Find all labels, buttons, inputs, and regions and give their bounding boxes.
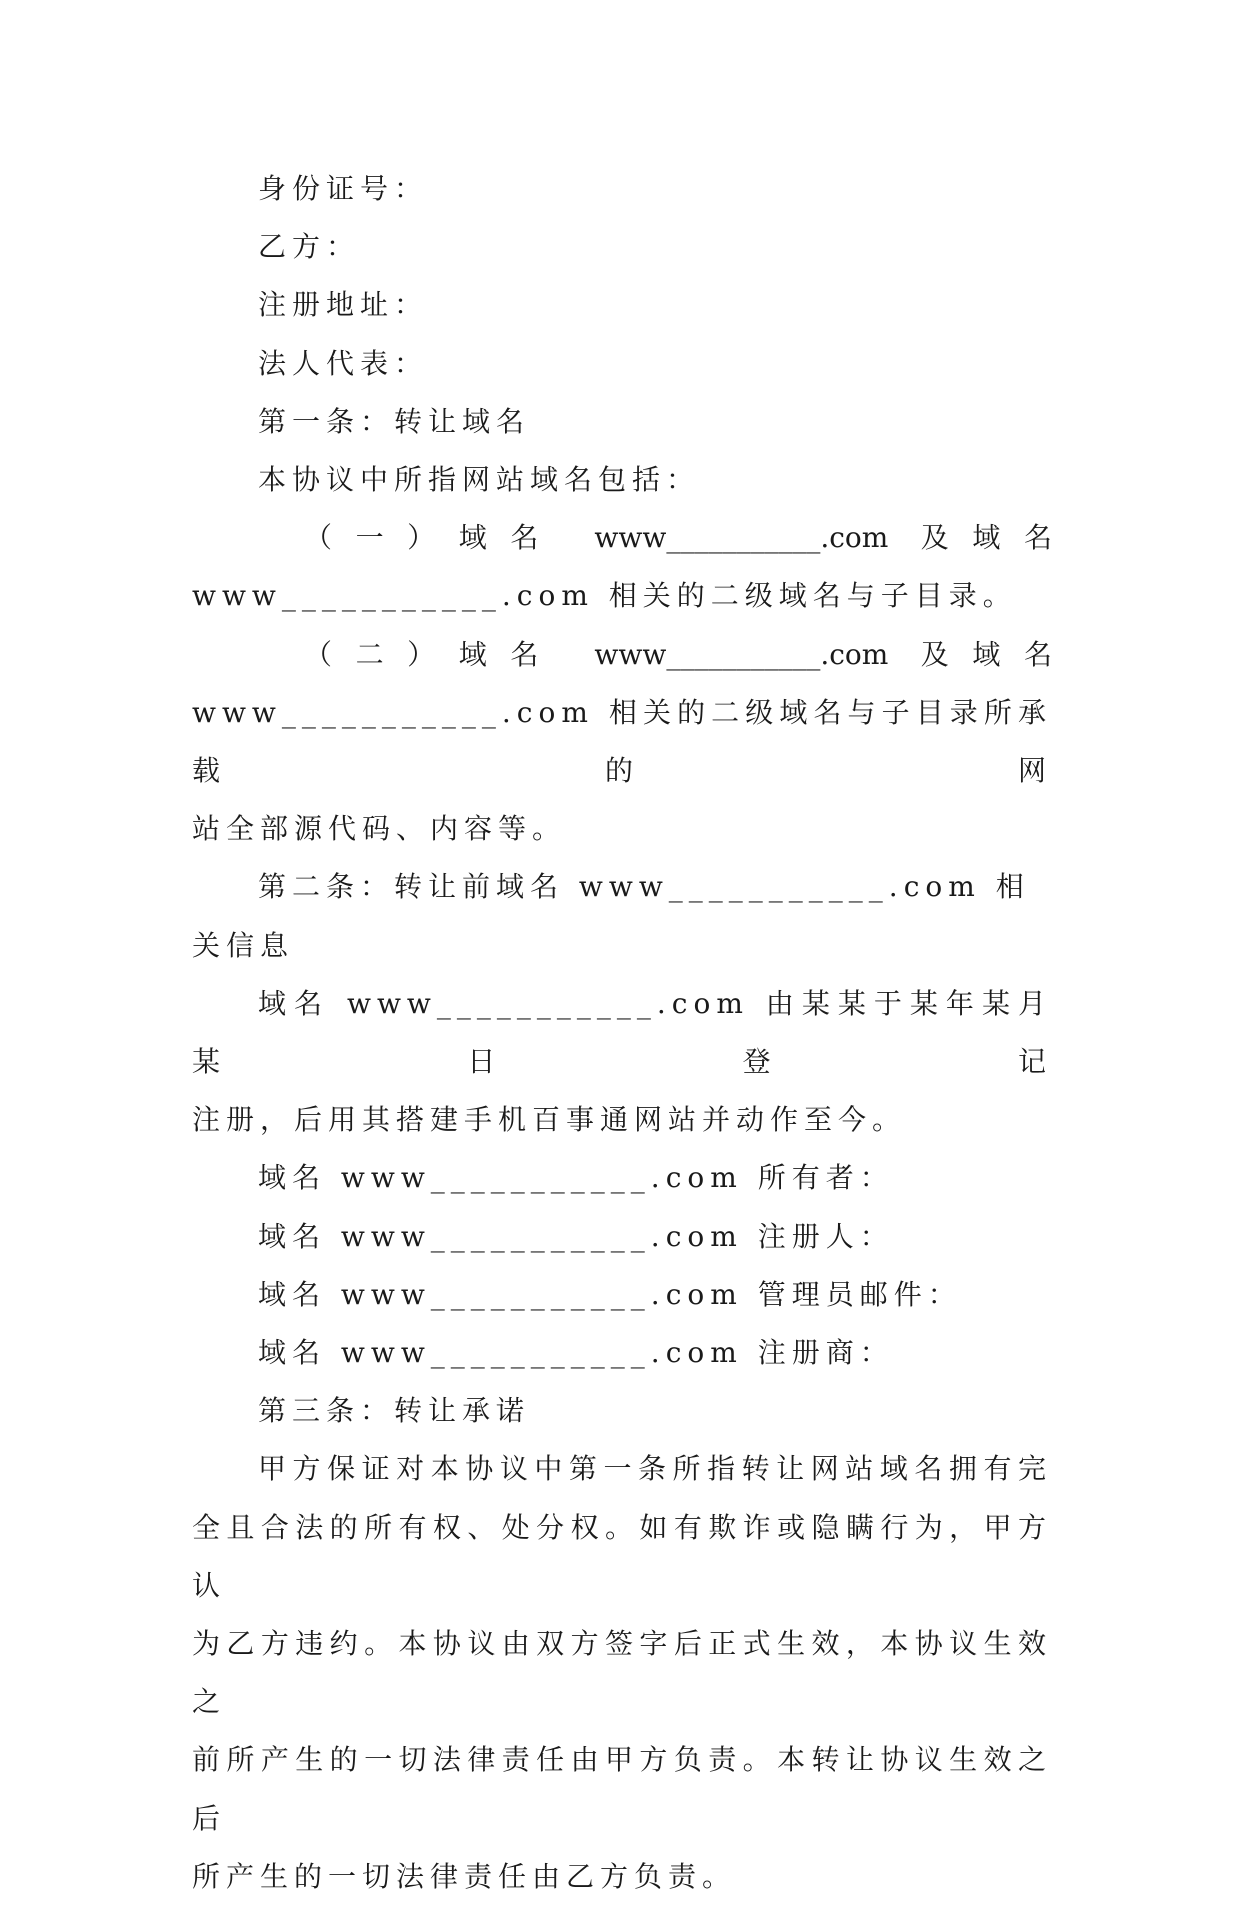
article3-title: 第三条：转让承诺 bbox=[258, 1394, 531, 1428]
registrant-line: 域名 www___________.com 注册人： bbox=[258, 1219, 894, 1253]
article3-p1-line1: 甲方保证对本协议中第一条所指转让网站域名拥有完 bbox=[258, 1452, 1052, 1486]
reg-address-line: 注册地址： bbox=[258, 288, 429, 322]
party-b-line: 乙方： bbox=[258, 230, 361, 264]
item2-line1: （二）域名 www___________.com 及域名 bbox=[304, 637, 1052, 671]
owner-line: 域名 www___________.com 所有者： bbox=[258, 1161, 894, 1195]
article3-p1-line3: 为乙方违约。本协议由双方签字后正式生效，本协议生效之 bbox=[192, 1627, 1052, 1719]
article3-p1-line2: 全且合法的所有权、处分权。如有欺诈或隐瞒行为，甲方认 bbox=[192, 1510, 1052, 1602]
legal-rep-line: 法人代表： bbox=[258, 346, 429, 380]
document-body bbox=[192, 160, 1052, 1906]
article1-intro: 本协议中所指网站域名包括： bbox=[258, 463, 701, 497]
article2-p1-line2: 注册，后用其搭建手机百事通网站并动作至今。 bbox=[192, 1103, 907, 1137]
article2-p1-line1: 域名 www___________.com 由某某于某年某月某日登记 bbox=[192, 986, 1052, 1079]
article1-title: 第一条：转让域名 bbox=[258, 404, 531, 438]
item1-line1: （一）域名 www___________.com 及域名 bbox=[304, 521, 1052, 555]
article3-p1-line4: 前所产生的一切法律责任由甲方负责。本转让协议生效之后 bbox=[192, 1743, 1052, 1835]
article3-p1-line5: 所产生的一切法律责任由乙方负责。 bbox=[192, 1859, 737, 1893]
registrar-line: 域名 www___________.com 注册商： bbox=[258, 1336, 894, 1370]
item2-line2: www___________.com 相关的二级域名与子目录所承载的网 bbox=[192, 695, 1052, 788]
admin-email-line: 域名 www___________.com 管理员邮件： bbox=[258, 1277, 962, 1311]
item2-line3: 站全部源代码、内容等。 bbox=[192, 812, 567, 846]
id-number-line: 身份证号： bbox=[258, 172, 429, 205]
article2-title: 第二条：转让前域名 www___________.com 相关信息 bbox=[192, 870, 1030, 962]
item1-line2: www___________.com 相关的二级域名与子目录。 bbox=[192, 579, 1017, 613]
